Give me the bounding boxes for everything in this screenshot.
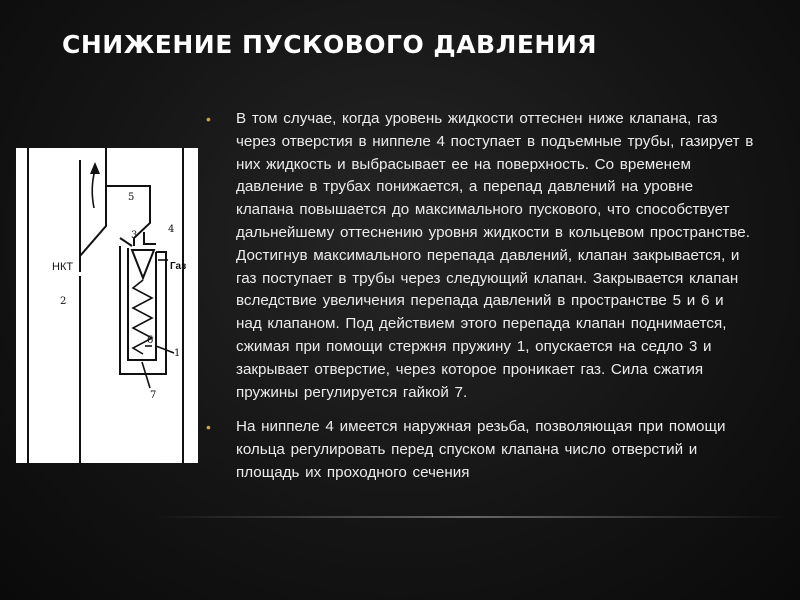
bullet-item [206, 108, 754, 404]
label-7: 7 [150, 390, 157, 401]
label-gas: Газ [170, 261, 187, 272]
valve-cone [132, 250, 154, 278]
flow-arrow-head [90, 162, 100, 174]
gas-lift-valve-diagram [16, 148, 198, 463]
label-4: 4 [168, 224, 175, 235]
nipple-4 [144, 232, 156, 244]
label-nkt: НКТ [52, 261, 74, 273]
label-5: 5 [128, 192, 135, 203]
flow-arrow [92, 170, 95, 208]
bullet-dot-icon: • [206, 419, 211, 436]
label-2: 2 [60, 296, 67, 307]
slide-title: СНИЖЕНИЕ ПУСКОВОГО ДАВЛЕНИЯ [62, 30, 598, 59]
label-3: 3 [131, 230, 138, 241]
bullet-text: На ниппеле 4 имеется наружная резьба, позволяющая при помощи кольца регулировать перед спуском клапана число отверстий и площадь их проходного сечения [236, 418, 726, 481]
bullet-text: В том случае, когда уровень жидкости оттеснен ниже клапана, газ через отверстия в ниппеле 4 поступает в подъемные трубы, газирует в них жидкость и выбрасывает ее на поверхность. Со временем давление в трубах понижается, а перепад давлений на уровне клапана повышается до максимального пускового, что способствует дальнейшему оттеснению уровня жидкости в кольцевом пространстве. Достигнув максимального перепада давлений, клапан закрывается, и газ поступает в трубы через следующий клапан. Закрывается клапан вследствие увеличения перепада давлений в пространстве 5 и 6 и над клапаном. Под действием этого перепада клапан поднимается, сжимая при помощи стержня пружину 1, опускается на седло 3 и закрывает отверстие, через которое проникает газ. Сила сжатия пружины регулируется гайкой 7. [236, 110, 754, 401]
divider-glow [150, 516, 790, 518]
bullet-item [206, 416, 754, 484]
label-6: 6 [147, 335, 154, 346]
label-1: 1 [174, 348, 181, 359]
valve-housing [120, 246, 166, 374]
bullet-list [206, 108, 754, 485]
bullet-dot-icon: • [206, 111, 211, 127]
